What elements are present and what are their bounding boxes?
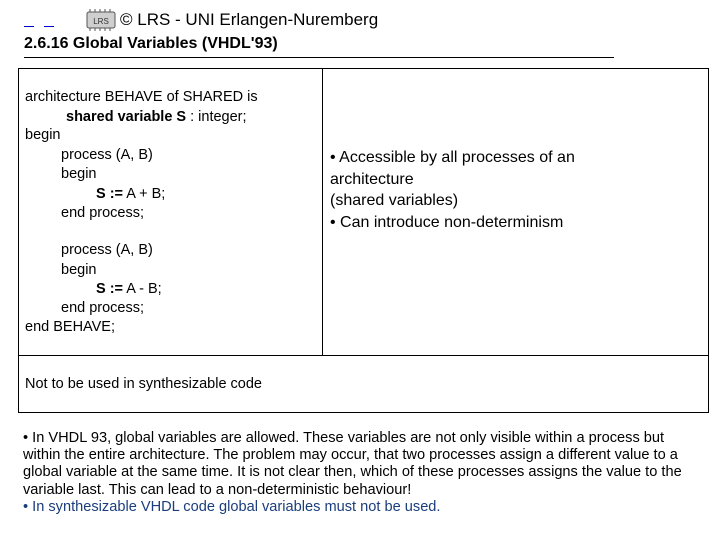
- explanation-paragraph: [23, 430, 695, 516]
- logo-text: LRS: [93, 17, 109, 26]
- bullet-item-continuation: architecture: [330, 170, 414, 188]
- code-line: process (A, B): [61, 147, 153, 163]
- code-keyword: shared variable S: [66, 109, 187, 125]
- bullet-list: [330, 147, 575, 233]
- code-keyword: S :=: [96, 186, 123, 202]
- slide-title: 2.6.16 Global Variables (VHDL'93): [24, 35, 278, 52]
- code-text: : integer;: [186, 109, 247, 125]
- code-line: begin: [25, 127, 61, 143]
- code-line: end BEHAVE;: [25, 319, 116, 335]
- code-line: begin: [61, 166, 97, 182]
- header-title: © LRS - UNI Erlangen-Nuremberg: [120, 10, 379, 29]
- code-line: end process;: [61, 205, 145, 221]
- code-line: [66, 109, 247, 125]
- code-line: begin: [61, 262, 97, 278]
- paragraph-highlight: • In synthesizable VHDL code global variables must not be used.: [23, 498, 441, 515]
- code-text: A - B;: [123, 281, 162, 297]
- bullet-item-continuation: (shared variables): [330, 192, 459, 209]
- code-line: architecture BEHAVE of SHARED is: [25, 89, 258, 105]
- code-line: end process;: [61, 300, 145, 316]
- code-keyword: S :=: [96, 281, 123, 297]
- paragraph-text: • In VHDL 93, global variables are allowed. These variables are not only visible within a process but within the entire architecture. The problem may occur, that two processes assign a different value to a global variable at the same time. It is not clear then, which of these processes assigns the value to the variable last. This can lead to a non-deterministic behaviour!: [23, 430, 682, 498]
- lrs-logo-icon: [84, 8, 118, 32]
- bullet-item: • Accessible by all processes of an: [330, 149, 575, 166]
- title-divider: [24, 57, 614, 58]
- bullet-item: • Can introduce non-determinism: [330, 213, 564, 231]
- nav-link-next[interactable]: [44, 16, 54, 27]
- navigation-links: [24, 14, 64, 30]
- code-line: [96, 186, 165, 202]
- code-line: [96, 281, 162, 297]
- code-line: process (A, B): [61, 242, 153, 258]
- code-text: A + B;: [123, 186, 166, 202]
- synthesis-note: Not to be used in synthesizable code: [25, 376, 262, 392]
- nav-link-previous[interactable]: [24, 16, 34, 27]
